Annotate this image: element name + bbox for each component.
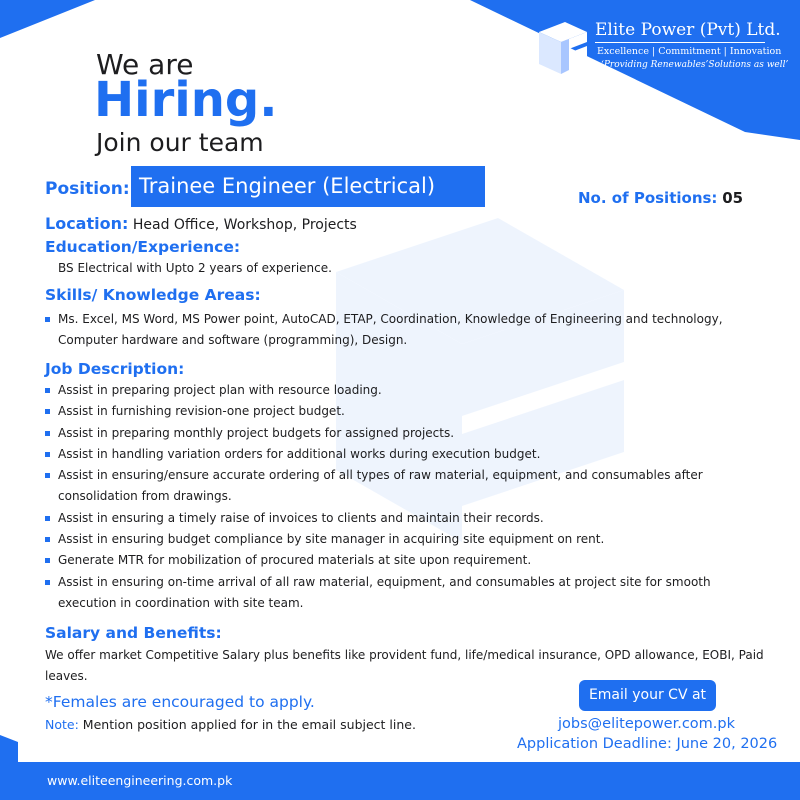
location-row [45, 214, 357, 233]
note-text: Mention position applied for in the email subject line. [82, 717, 416, 732]
list-item: Assist in ensuring a timely raise of invoices to clients and maintain their records. [45, 508, 735, 529]
list-item: Assist in ensuring/ensure accurate ordering of all types of raw material, equipment, and consumables after consolidation from drawings. [45, 465, 735, 508]
list-item: Ms. Excel, MS Word, MS Power point, AutoCAD, ETAP, Coordination, Knowledge of Engineering and technology, Computer hardware and software (programming), Design. [45, 309, 765, 352]
email-cv-button[interactable]: Email your CV at [579, 680, 716, 711]
email-subject-note [45, 717, 416, 732]
elite-cube-icon [535, 18, 590, 76]
list-item: Assist in furnishing revision-one project budget. [45, 401, 735, 422]
skills-list [45, 309, 765, 352]
position-title-box: Trainee Engineer (Electrical) [131, 166, 485, 207]
list-item: Generate MTR for mobilization of procured materials at site upon requirement. [45, 550, 735, 571]
list-item: Assist in handling variation orders for additional works during execution budget. [45, 444, 735, 465]
list-item: Assist in ensuring on-time arrival of all raw material, equipment, and consumables at project site for smooth execution in coordination with site team. [45, 572, 735, 615]
job-description-heading: Job Description: [45, 360, 185, 378]
position-label: Position: [45, 179, 130, 199]
logo-divider [595, 42, 765, 43]
company-logo [535, 18, 789, 78]
skills-heading: Skills/ Knowledge Areas: [45, 286, 261, 304]
list-item: Assist in preparing project plan with resource loading. [45, 380, 735, 401]
positions-count-value: 05 [722, 189, 744, 207]
application-deadline: Application Deadline: June 20, 2026 [517, 736, 778, 752]
location-label: Location: [45, 214, 129, 233]
footer-bar [0, 762, 800, 800]
headline-we-are: We are [96, 48, 194, 81]
education-heading: Education/Experience: [45, 238, 241, 256]
company-name: Elite Power (Pvt) Ltd. [595, 20, 781, 40]
application-email-link[interactable]: jobs@elitepower.com.pk [558, 716, 736, 732]
education-text: BS Electrical with Upto 2 years of experience. [58, 261, 332, 275]
company-tagline: Excellence | Commitment | Innovation [597, 46, 782, 57]
females-encouraged-note: *Females are encouraged to apply. [45, 693, 315, 711]
footer-website-link[interactable]: www.eliteengineering.com.pk [47, 773, 233, 788]
salary-heading: Salary and Benefits: [45, 624, 222, 642]
note-label: Note: [45, 717, 79, 732]
location-value: Head Office, Workshop, Projects [132, 217, 357, 233]
headline-hiring: Hiring. [94, 72, 278, 128]
job-description-list [45, 380, 735, 614]
list-item: Assist in ensuring budget compliance by site manager in acquiring site equipment on rent. [45, 529, 735, 550]
positions-count-label: No. of Positions: [578, 189, 718, 207]
list-item: Assist in preparing monthly project budgets for assigned projects. [45, 423, 735, 444]
salary-text: We offer market Competitive Salary plus benefits like provident fund, life/medical insurance, OPD allowance, EOBI, Paid leaves. [45, 648, 764, 683]
company-slogan: ‘Providing Renewables’Solutions as well’ [601, 60, 789, 70]
headline-join-team: Join our team [96, 128, 264, 157]
number-of-positions [578, 189, 743, 207]
